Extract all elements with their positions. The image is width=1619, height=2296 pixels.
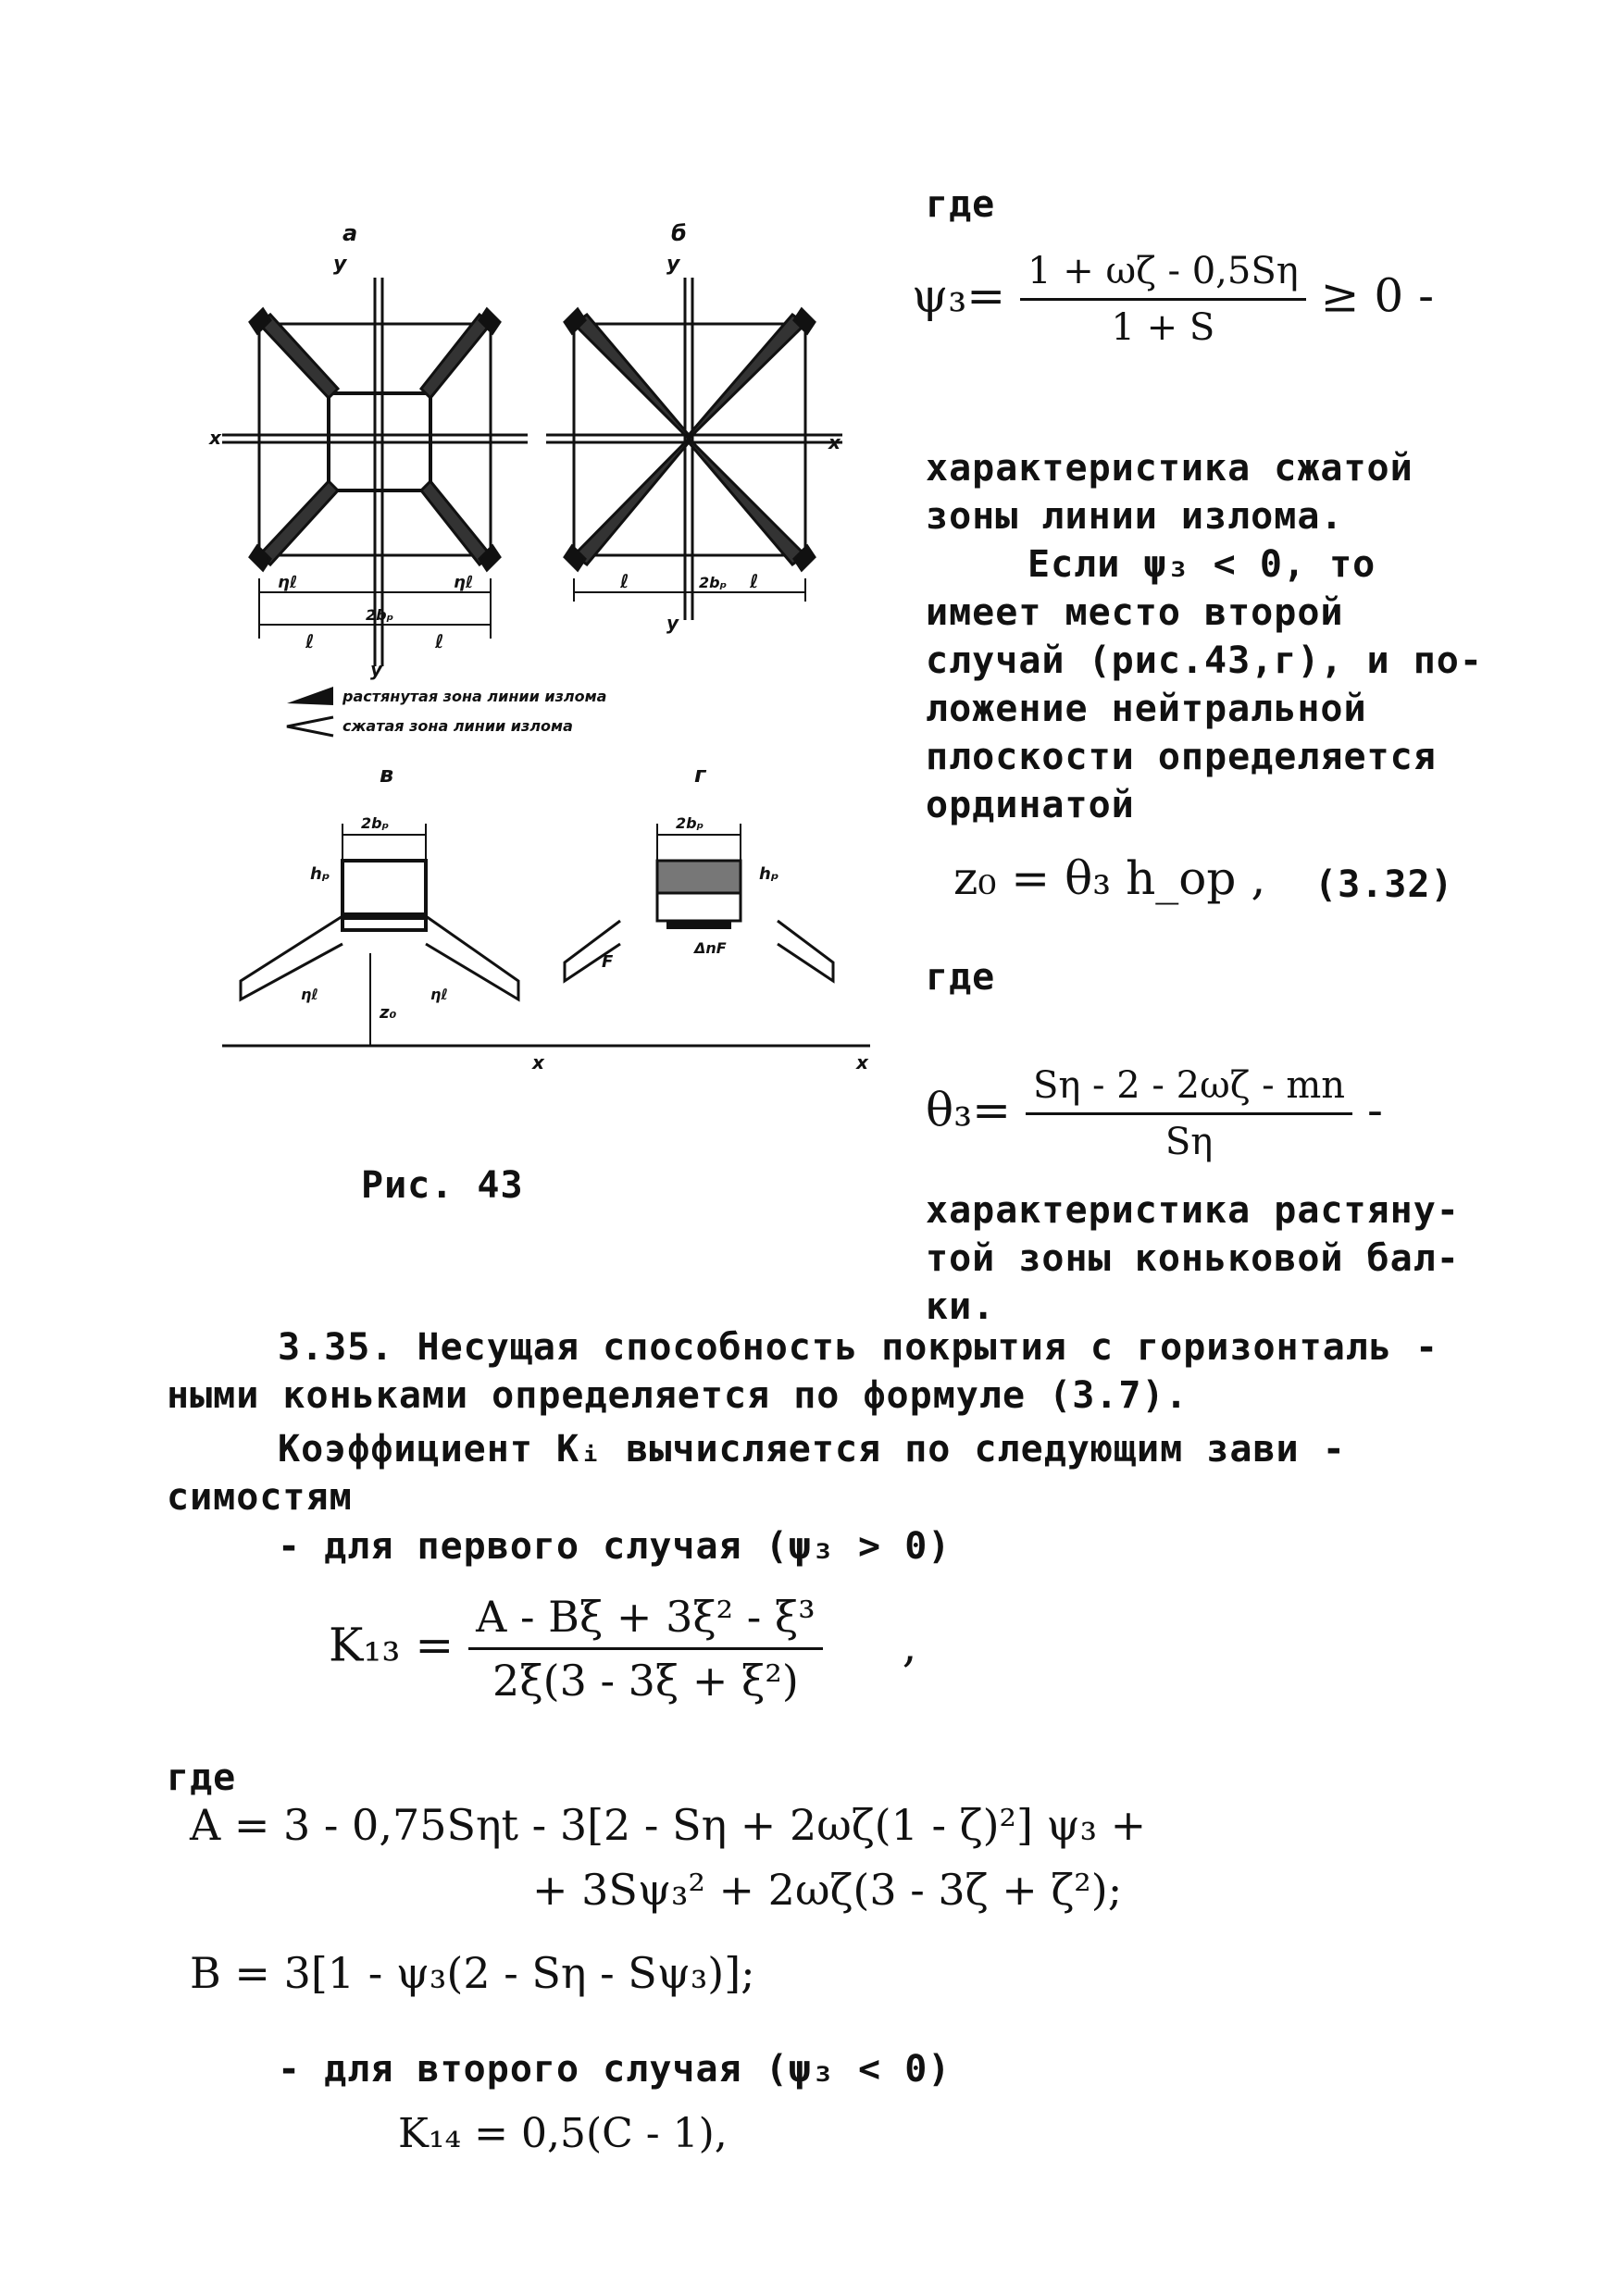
panel-g-dim-dnF: ΔnF (694, 939, 727, 957)
theta-numerator: Sη - 2 - 2ωζ - mn (1026, 1064, 1352, 1115)
k13-fraction (468, 1592, 823, 1706)
para-coef-line-2: симостям (167, 1476, 353, 1519)
k13-denominator: 2ξ(3 - 3ξ + ξ²) (492, 1656, 799, 1706)
where-label-1: где (926, 183, 996, 226)
figure-43 (204, 213, 907, 1092)
legend-tension-label: растянутая зона линии излома (342, 688, 607, 705)
theta-denominator: Sη (1164, 1121, 1214, 1163)
panel-g-label: г (694, 762, 706, 788)
panel-a-dim-l-left: ℓ (305, 630, 315, 652)
case-2-heading: - для второго случая (ψ₃ < 0) (278, 2048, 952, 2091)
panel-a-dim-eta-l-left: ηℓ (278, 573, 298, 592)
para-3-35-line-1: 3.35. Несущая способность покрытия с горизонталь - (278, 1326, 1439, 1369)
eq-A-line-1: A = 3 - 0,75Sηt - 3[2 - Sη + 2ωζ(1 - ζ)²] ψ₃ + (190, 1800, 1147, 1850)
panel-a-dim-l-right: ℓ (435, 630, 444, 652)
if-line-3: случай (рис.43,г), и по- (926, 639, 1483, 682)
panel-b-dim-2bp: 2bₚ (699, 574, 728, 591)
theta-formula (926, 1064, 1383, 1163)
panel-v-dim-z0: z₀ (380, 1003, 397, 1023)
legend-tension-marker (287, 687, 333, 705)
psi-lhs: ψ₃= (912, 268, 1006, 323)
psi-numerator: 1 + ωζ - 0,5Sη (1020, 250, 1306, 301)
panel-g-dim-hp: hₚ (759, 864, 779, 884)
where-label-2: где (926, 956, 996, 999)
panel-v-dim-eta-l-left: ηℓ (301, 986, 318, 1003)
theta-desc-1: характеристика растяну- (926, 1189, 1460, 1232)
if-line-6: ординатой (926, 784, 1135, 826)
if-line-5: плоскости определяется (926, 736, 1437, 778)
panel-v-dim-2bp: 2bₚ (361, 814, 390, 832)
theta-desc-3: ки. (926, 1285, 996, 1328)
where-label-3: где (167, 1756, 237, 1799)
eq-number-3-32: (3.32) (1314, 863, 1454, 906)
eq-B: B = 3[1 - ψ₃(2 - Sη - Sψ₃)]; (190, 1948, 755, 1998)
k13-formula (329, 1592, 917, 1706)
k13-lhs: K₁₃ = (329, 1618, 455, 1672)
panel-b-dim-l-left: ℓ (620, 570, 629, 592)
psi-rhs: ≥ 0 - (1320, 268, 1434, 323)
legend-compression-label: сжатая зона линии излома (342, 717, 573, 735)
theta-fraction (1026, 1064, 1352, 1163)
panel-b-axis-y-top: y (666, 253, 680, 276)
panel-a-dim-2bp: 2bₚ (366, 606, 394, 624)
psi-fraction (1020, 250, 1306, 349)
k14-formula: K₁₄ = 0,5(C - 1), (398, 2110, 728, 2157)
panel-a-axis-y-top: y (333, 253, 347, 276)
panel-v-dim-hp: hₚ (310, 864, 330, 884)
panel-b-label: б (671, 220, 687, 246)
panel-v-dim-eta-l-right: ηℓ (430, 986, 448, 1003)
if-line-2: имеет место второй (926, 591, 1344, 634)
k13-comma: , (902, 1618, 917, 1672)
eq-A-line-2: + 3Sψ₃² + 2ωζ(3 - 3ζ + ζ²); (532, 1865, 1123, 1915)
eq-z0: z₀ = θ₃ h_op , (953, 851, 1266, 905)
theta-desc-2: той зоны коньковой бал- (926, 1237, 1460, 1280)
case-1-heading: - для первого случая (ψ₃ > 0) (278, 1525, 952, 1568)
panel-b-drawing (546, 278, 842, 620)
if-line-1: Если ψ₃ < 0, то (1027, 543, 1376, 586)
panel-a-label: а (342, 220, 358, 246)
panel-b-axis-x: x (828, 431, 841, 453)
panel-g-dim-2bp: 2bₚ (676, 814, 704, 832)
panel-g-drawing (546, 824, 870, 1046)
theta-lhs: θ₃= (926, 1083, 1012, 1137)
legend-compression-marker (287, 717, 333, 736)
psi-formula (912, 250, 1434, 349)
panel-b-axis-y-bottom: y (666, 612, 679, 634)
theta-rhs: - (1366, 1083, 1383, 1137)
para-coef-line-1: Коэффициент Kᵢ вычисляется по следующим зави - (278, 1428, 1346, 1471)
panel-a-axis-x: x (209, 427, 221, 449)
figure-caption: Рис. 43 (361, 1164, 524, 1207)
panel-g-axis-x: x (856, 1051, 868, 1074)
panel-v-label: в (380, 762, 394, 788)
para-3-35-line-2: ными коньками определяется по формуле (3.7). (167, 1374, 1189, 1417)
panel-v-axis-x: x (532, 1051, 544, 1074)
panel-b-dim-l-right: ℓ (750, 570, 759, 592)
psi-desc-1: характеристика сжатой (926, 447, 1414, 490)
panel-g-dim-F: F (602, 952, 614, 972)
panel-a-dim-eta-l-right: ηℓ (454, 573, 474, 592)
psi-desc-2: зоны линии излома. (926, 495, 1344, 538)
legend (287, 687, 333, 736)
psi-denominator: 1 + S (1111, 306, 1215, 349)
if-line-4: ложение нейтральной (926, 688, 1367, 730)
k13-numerator: A - Bξ + 3ξ² - ξ³ (468, 1592, 823, 1650)
panel-a-axis-y-bottom: y (370, 658, 383, 680)
